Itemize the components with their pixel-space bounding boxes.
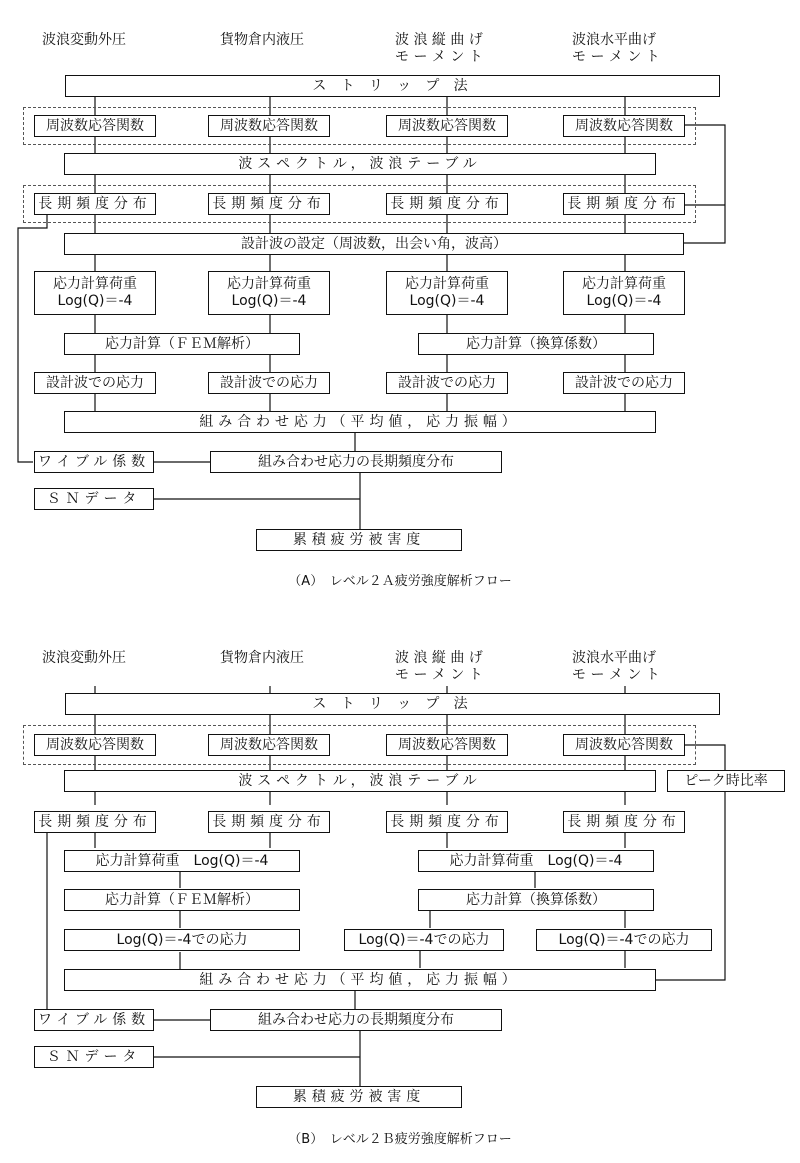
wave-spectrum-box: 波スペクトル，波浪テーブル (64, 153, 656, 175)
long-term-box: 長期頻度分布 (34, 811, 156, 833)
header-col3: 波 浪 縦 曲 げ モ ー メ ン ト (395, 32, 483, 65)
header-col1: 波浪変動外圧 (42, 650, 126, 666)
design-wave-stress-box: 設計波での応力 (34, 372, 156, 394)
freq-resp-box: 周波数応答関数 (386, 115, 508, 137)
long-term-box: 長期頻度分布 (563, 811, 685, 833)
sn-data-box: ＳＮデータ (34, 488, 154, 510)
fem-stress-box: 応力計算（ＦＥＭ解析） (64, 889, 300, 911)
strip-method-box: ス ト リ ッ プ 法 (65, 75, 720, 97)
long-term-box: 長期頻度分布 (386, 193, 508, 215)
stress-at-q-box: Log(Q)＝-4での応力 (536, 929, 712, 951)
stress-load-box: 応力計算荷重 Log(Q)＝-4 (386, 271, 508, 315)
weibull-box: ワイブル係数 (34, 451, 154, 473)
fatigue-damage-box: 累積疲労被害度 (256, 529, 462, 551)
stress-at-q-box: Log(Q)＝-4での応力 (344, 929, 504, 951)
sn-data-box: ＳＮデータ (34, 1046, 154, 1068)
combined-long-term-box: 組み合わせ応力の長期頻度分布 (210, 1009, 502, 1031)
combined-stress-box: 組み合わせ応力（平均値，応力振幅） (64, 969, 656, 991)
fatigue-damage-box: 累積疲労被害度 (256, 1086, 462, 1108)
peak-ratio-box: ピーク時比率 (667, 770, 785, 792)
freq-resp-box: 周波数応答関数 (563, 115, 685, 137)
weibull-box: ワイブル係数 (34, 1009, 154, 1031)
header-col4: 波浪水平曲げ モ ー メ ン ト (572, 32, 660, 65)
combined-long-term-box: 組み合わせ応力の長期頻度分布 (210, 451, 502, 473)
long-term-box: 長期頻度分布 (208, 193, 330, 215)
long-term-box: 長期頻度分布 (563, 193, 685, 215)
freq-resp-box: 周波数応答関数 (563, 734, 685, 756)
freq-resp-box: 周波数応答関数 (208, 115, 330, 137)
design-wave-box: 設計波の設定（周波数，出会い角，波高） (64, 233, 684, 255)
conversion-stress-box: 応力計算（換算係数） (418, 889, 654, 911)
freq-resp-box: 周波数応答関数 (386, 734, 508, 756)
stress-load-box: 応力計算荷重 Log(Q)＝-4 (64, 850, 300, 872)
conversion-stress-box: 応力計算（換算係数） (418, 333, 654, 355)
stress-load-box: 応力計算荷重 Log(Q)＝-4 (563, 271, 685, 315)
long-term-box: 長期頻度分布 (386, 811, 508, 833)
freq-resp-box: 周波数応答関数 (34, 734, 156, 756)
header-col2: 貨物倉内液圧 (220, 32, 304, 48)
stress-load-box: 応力計算荷重 Log(Q)＝-4 (34, 271, 156, 315)
stress-load-box: 応力計算荷重 Log(Q)＝-4 (208, 271, 330, 315)
design-wave-stress-box: 設計波での応力 (208, 372, 330, 394)
fem-stress-box: 応力計算（ＦＥＭ解析） (64, 333, 300, 355)
freq-resp-box: 周波数応答関数 (34, 115, 156, 137)
stress-at-q-box: Log(Q)＝-4での応力 (64, 929, 300, 951)
design-wave-stress-box: 設計波での応力 (563, 372, 685, 394)
stress-load-box: 応力計算荷重 Log(Q)＝-4 (418, 850, 654, 872)
caption-a: （A） レベル２Ａ疲労強度解析フロー (288, 574, 512, 589)
freq-resp-box: 周波数応答関数 (208, 734, 330, 756)
design-wave-stress-box: 設計波での応力 (386, 372, 508, 394)
header-col3: 波 浪 縦 曲 げ モ ー メ ン ト (395, 650, 483, 683)
header-col2: 貨物倉内液圧 (220, 650, 304, 666)
header-col1: 波浪変動外圧 (42, 32, 126, 48)
strip-method-box: ス ト リ ッ プ 法 (65, 693, 720, 715)
long-term-box: 長期頻度分布 (34, 193, 156, 215)
header-col4: 波浪水平曲げ モ ー メ ン ト (572, 650, 660, 683)
caption-b: （B） レベル２Ｂ疲労強度解析フロー (288, 1132, 512, 1147)
combined-stress-box: 組み合わせ応力（平均値，応力振幅） (64, 411, 656, 433)
wave-spectrum-box: 波スペクトル，波浪テーブル (64, 770, 656, 792)
long-term-box: 長期頻度分布 (208, 811, 330, 833)
